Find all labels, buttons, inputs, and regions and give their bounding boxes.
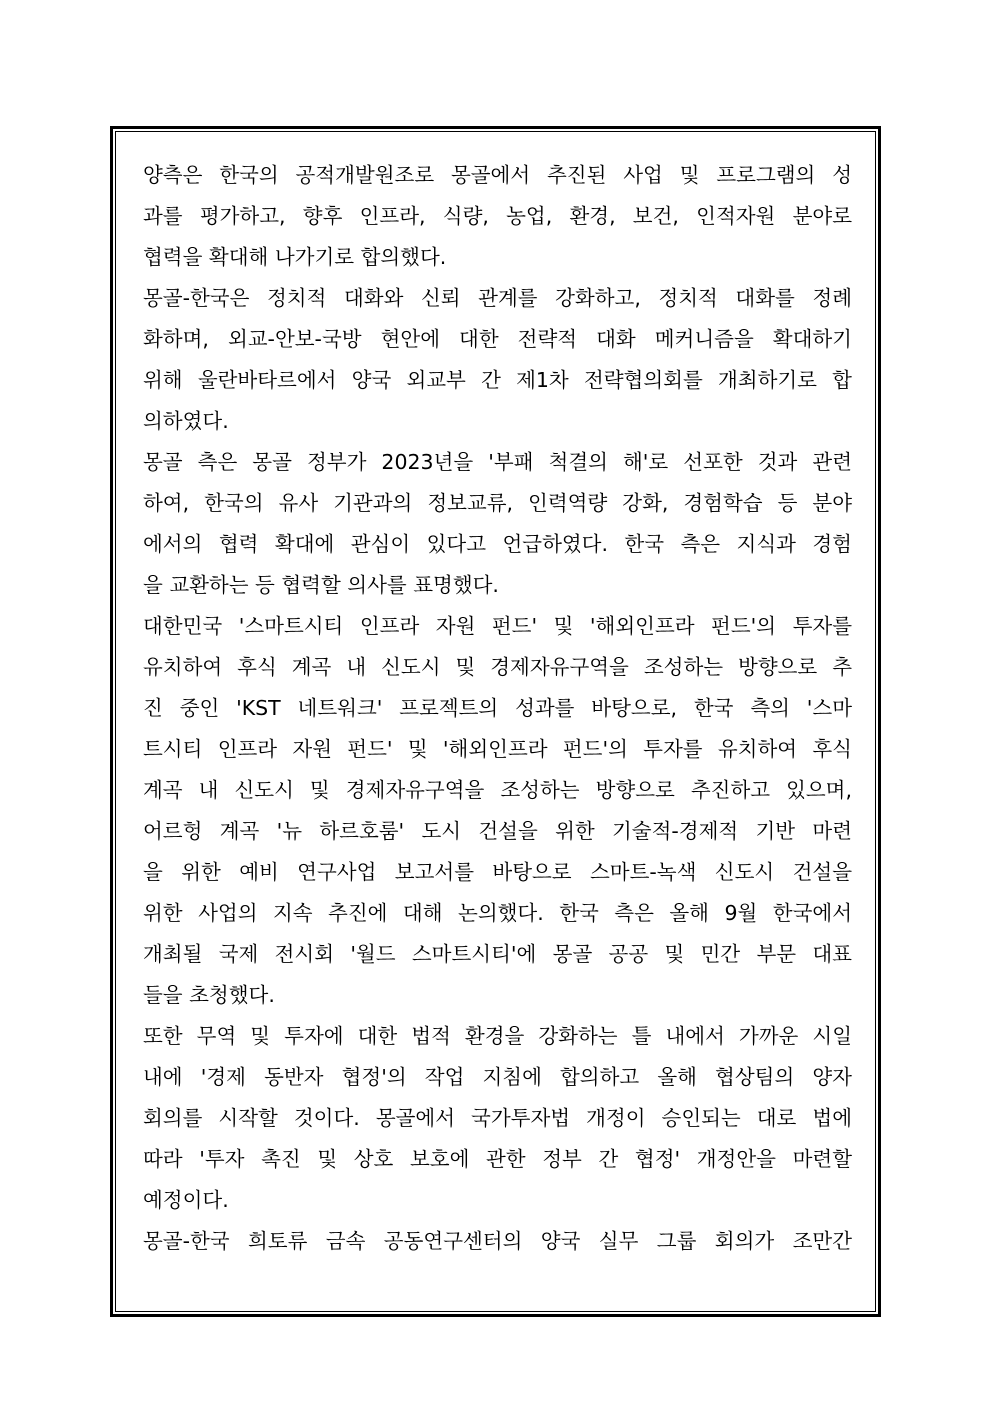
text-line: 들을 초청했다. [143, 983, 275, 1007]
text-line: 몽골-한국은 정치적 대화와 신뢰 관계를 강화하고, 정치적 대화를 정례 [143, 286, 852, 310]
text-line: 예정이다. [143, 1188, 229, 1212]
text-line: 어르헝 계곡 '뉴 하르호룸' 도시 건설을 위한 기술적-경제적 기반 마련 [143, 819, 852, 843]
text-line: 계곡 내 신도시 및 경제자유구역을 조성하는 방향으로 추진하고 있으며, [143, 778, 852, 802]
text-line: 협력을 확대해 나가기로 합의했다. [143, 245, 447, 269]
paragraph-anti-corruption [143, 442, 852, 606]
text-line: 진 중인 'KST 네트워크' 프로젝트의 성과를 바탕으로, 한국 측의 '스마 [143, 696, 852, 720]
text-line: 대한민국 '스마트시티 인프라 자원 펀드' 및 '해외인프라 펀드'의 투자를 [143, 614, 852, 638]
paragraph-smart-city [143, 606, 852, 1016]
paragraph-rare-earth [143, 1221, 852, 1262]
text-line: 위해 울란바타르에서 양국 외교부 간 제1차 전략협의회를 개최하기로 합 [143, 368, 852, 392]
document-body [143, 155, 852, 1262]
text-line: 회의를 시작할 것이다. 몽골에서 국가투자법 개정이 승인되는 대로 법에 [143, 1106, 852, 1130]
text-line: 양측은 한국의 공적개발원조로 몽골에서 추진된 사업 및 프로그램의 성 [143, 163, 852, 187]
text-line: 개최될 국제 전시회 '월드 스마트시티'에 몽골 공공 및 민간 부문 대표 [143, 942, 852, 966]
text-line: 과를 평가하고, 향후 인프라, 식량, 농업, 환경, 보건, 인적자원 분야로 [143, 204, 852, 228]
text-line: 내에 '경제 동반자 협정'의 작업 지침에 합의하고 올해 협상팀의 양자 [143, 1065, 852, 1089]
text-line: 을 교환하는 등 협력할 의사를 표명했다. [143, 573, 499, 597]
text-line: 따라 '투자 촉진 및 상호 보호에 관한 정부 간 협정' 개정안을 마련할 [143, 1147, 852, 1171]
paragraph-oda-cooperation [143, 155, 852, 278]
paragraph-political-dialogue [143, 278, 852, 442]
text-line: 몽골 측은 몽골 정부가 2023년을 '부패 척결의 해'로 선포한 것과 관련 [143, 450, 852, 474]
text-line: 몽골-한국 희토류 금속 공동연구센터의 양국 실무 그룹 회의가 조만간 [143, 1229, 852, 1253]
text-line: 하여, 한국의 유사 기관과의 정보교류, 인력역량 강화, 경험학습 등 분야 [143, 491, 852, 515]
paragraph-trade-investment [143, 1016, 852, 1221]
text-line: 트시티 인프라 자원 펀드' 및 '해외인프라 펀드'의 투자를 유치하여 후식 [143, 737, 852, 761]
text-line: 위한 사업의 지속 추진에 대해 논의했다. 한국 측은 올해 9월 한국에서 [143, 901, 852, 925]
text-line: 에서의 협력 확대에 관심이 있다고 언급하였다. 한국 측은 지식과 경험 [143, 532, 852, 556]
text-line: 의하였다. [143, 409, 229, 433]
text-line: 유치하여 후식 계곡 내 신도시 및 경제자유구역을 조성하는 방향으로 추 [143, 655, 852, 679]
text-line: 을 위한 예비 연구사업 보고서를 바탕으로 스마트-녹색 신도시 건설을 [143, 860, 852, 884]
text-line: 화하며, 외교-안보-국방 현안에 대한 전략적 대화 메커니즘을 확대하기 [143, 327, 852, 351]
text-line: 또한 무역 및 투자에 대한 법적 환경을 강화하는 틀 내에서 가까운 시일 [143, 1024, 852, 1048]
